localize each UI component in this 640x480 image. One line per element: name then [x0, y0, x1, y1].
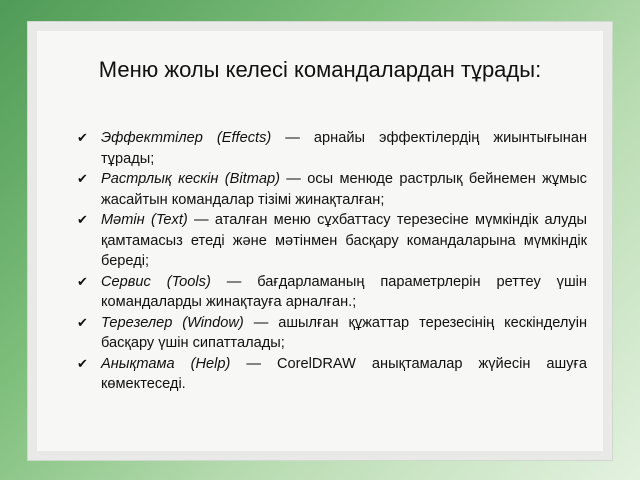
slide-panel [28, 22, 612, 460]
menu-command-description: — бағдарламаның параметрлерін реттеу үшін командаларды жинақтауға арналған.; [101, 273, 587, 310]
list-item [77, 272, 587, 313]
menu-command-name: Мәтін (Text) [101, 212, 188, 228]
menu-command-name: Анықтама (Help) [101, 355, 231, 372]
menu-command-name: Сервис (Tools) [101, 273, 211, 290]
command-list [77, 128, 587, 395]
menu-command-description: — ашылған құжаттар терезесінің кескінделуін басқару үшін сипатталады; [101, 314, 587, 351]
checkmark-bullet-icon: ✔ [77, 314, 88, 330]
checkmark-bullet-icon: ✔ [77, 355, 88, 371]
list-item [77, 128, 587, 169]
menu-command-name: Терезелер (Window) [101, 314, 244, 331]
list-item [77, 313, 587, 354]
menu-command-description: — арнайы эффектілердің жиынтығынан тұрады; [101, 130, 587, 167]
checkmark-bullet-icon: ✔ [77, 212, 88, 227]
list-item [77, 354, 587, 395]
list-item [77, 210, 587, 272]
menu-command-name: Растрлық кескін (Bitmap) [101, 171, 280, 187]
checkmark-bullet-icon: ✔ [77, 171, 88, 186]
menu-command-description: — CorelDRAW анықтамалар жүйесін ашуға көмектеседі. [101, 355, 587, 392]
slide-title: Меню жолы келесі командалардан тұрады: [98, 57, 542, 82]
checkmark-bullet-icon: ✔ [77, 273, 88, 289]
list-item [77, 169, 587, 210]
menu-command-description: — осы менюде растрлық бейнемен жұмыс жасайтын командалар тізімі жинақталған; [101, 171, 587, 208]
menu-command-description: — аталған меню сұхбаттасу терезесіне мүмкіндік алуды қамтамасыз етеді және мәтінмен басқару командаларына мүмкіндік береді; [101, 212, 587, 269]
checkmark-bullet-icon: ✔ [77, 130, 88, 145]
menu-command-name: Эффекттілер (Effects) [101, 130, 272, 146]
